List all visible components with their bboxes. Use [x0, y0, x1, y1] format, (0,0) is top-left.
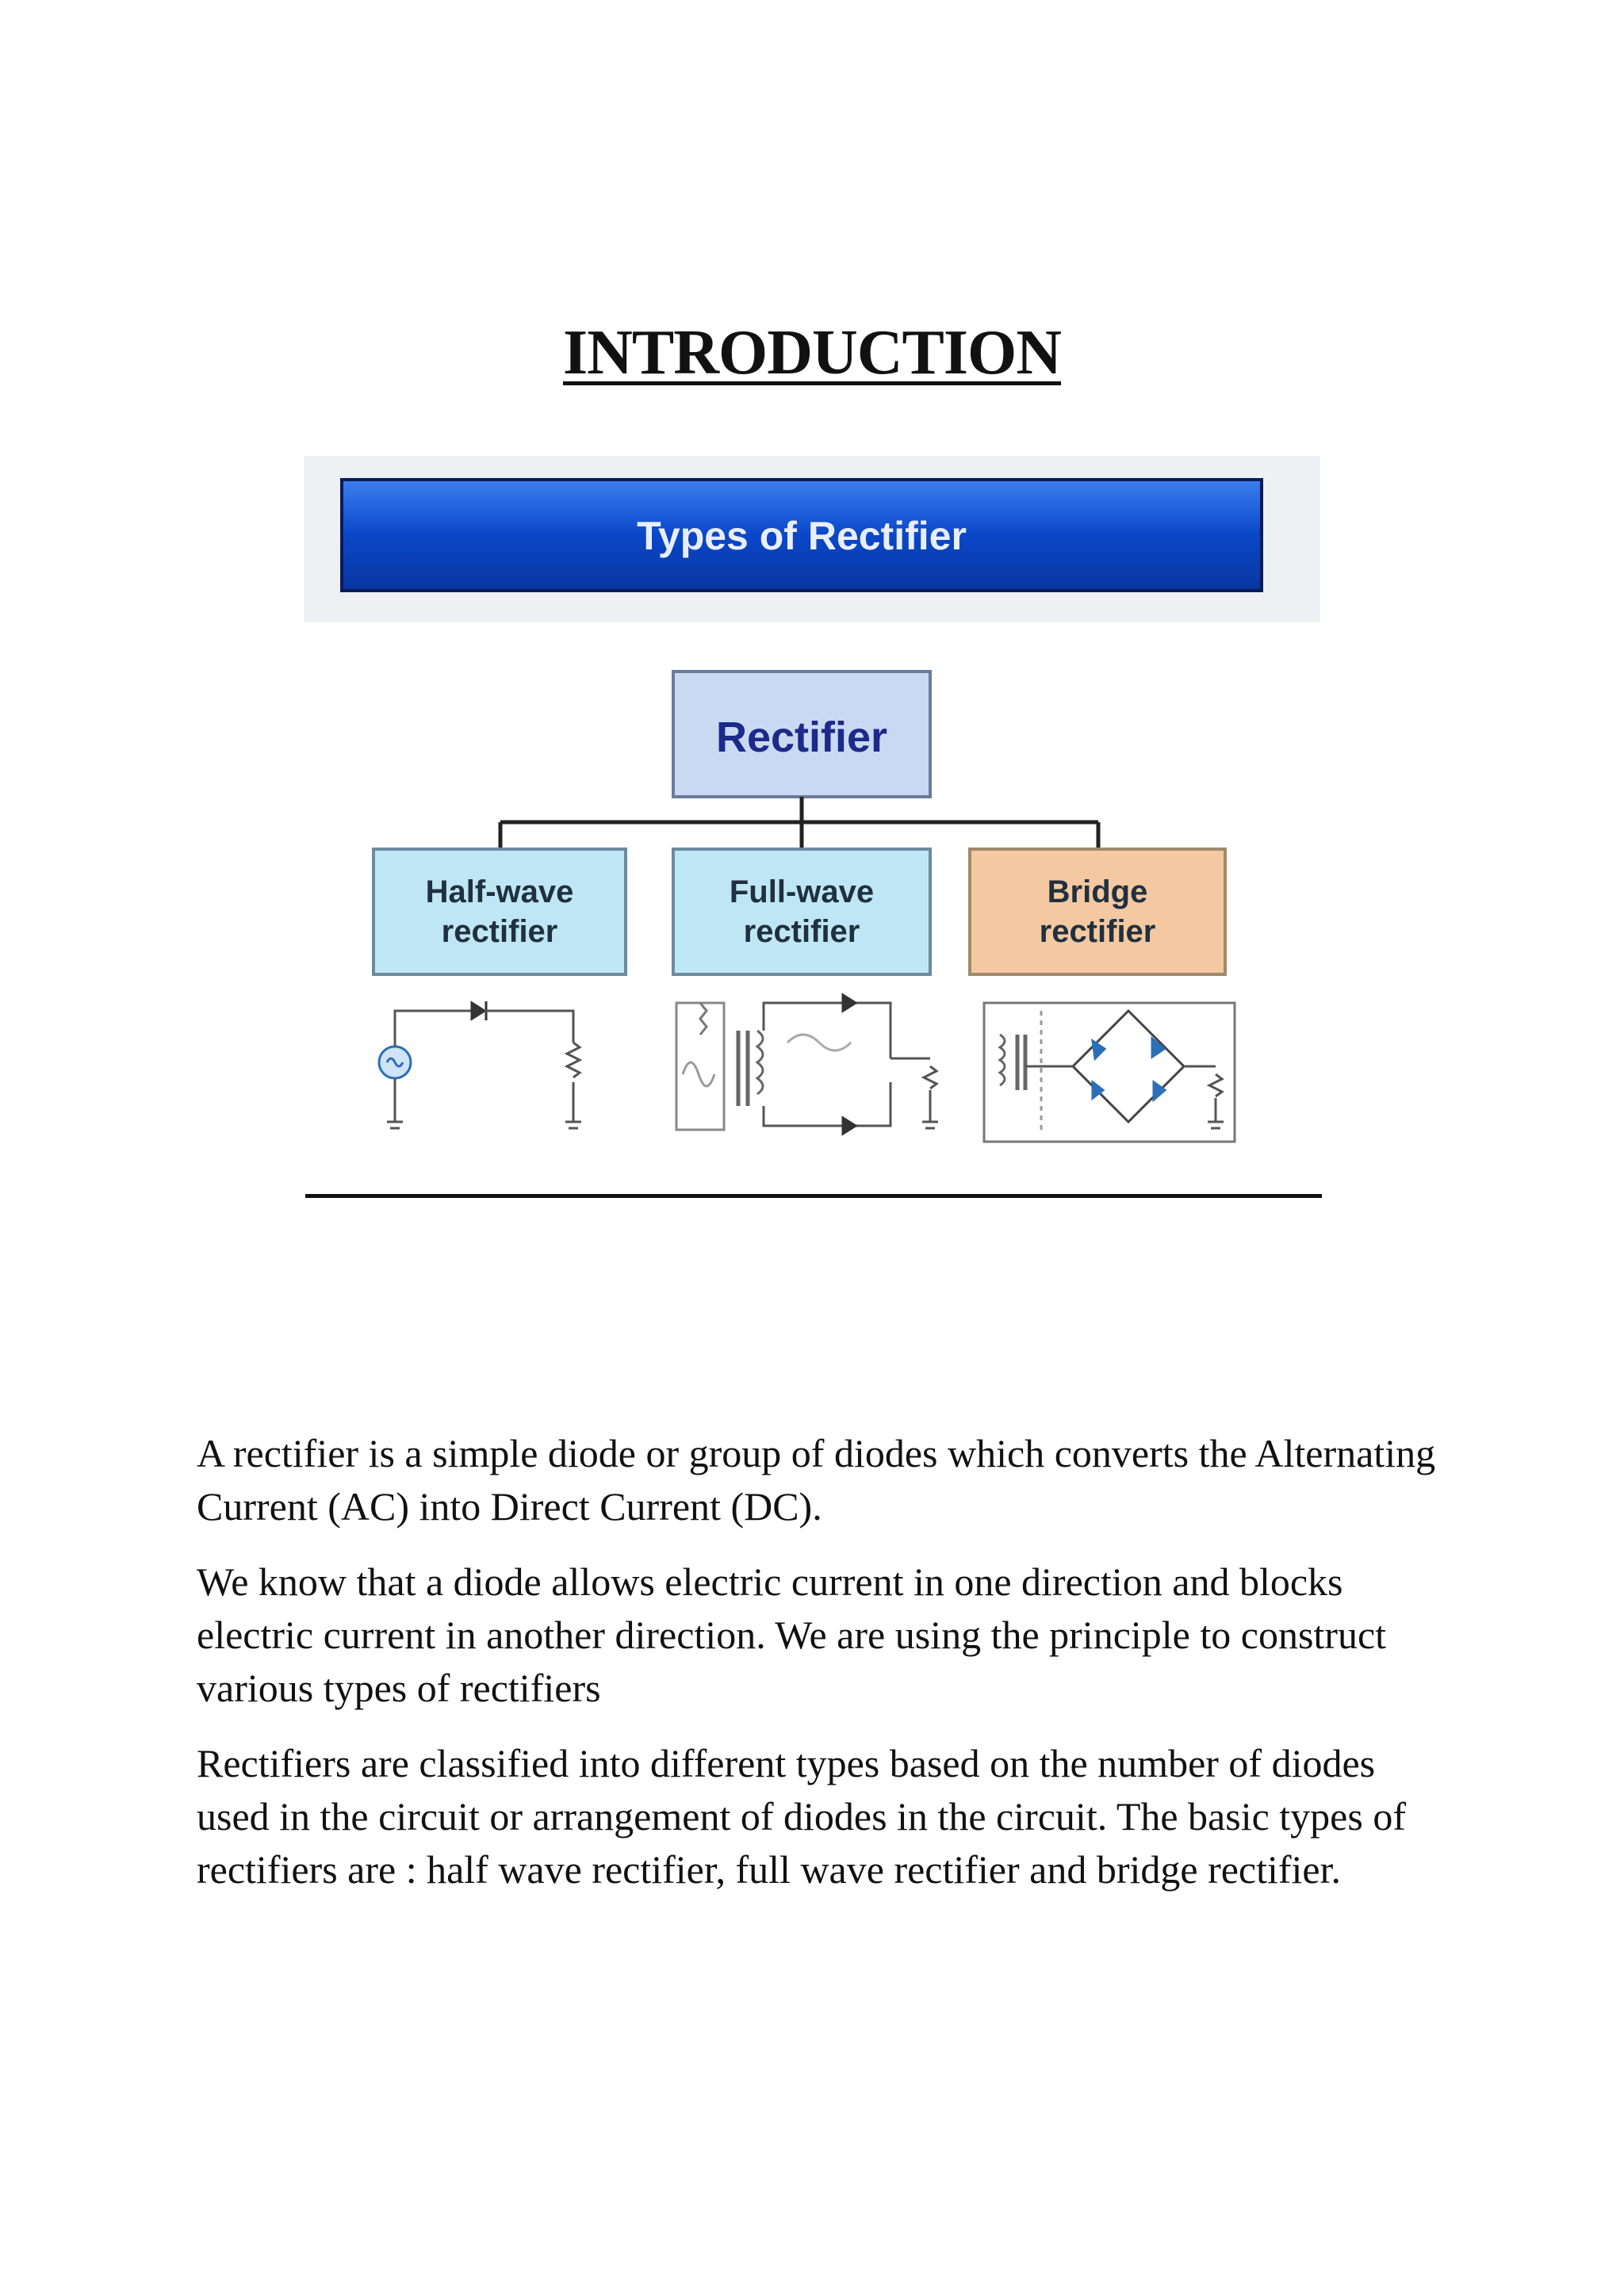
half-wave-circuit: [379, 1001, 581, 1128]
header-title: Types of Rectifier: [637, 514, 967, 558]
full-wave-node: [673, 849, 930, 974]
bridge-label-line2: rectifier: [1039, 914, 1156, 949]
rectifier-types-figure: [304, 456, 1320, 1161]
half-wave-label-line2: rectifier: [441, 914, 558, 949]
full-wave-label-line1: Full-wave: [729, 874, 875, 909]
page-title: INTRODUCTION: [562, 318, 1062, 388]
paragraph-definition: A rectifier is a simple diode or group of diodes which converts the Alternating Current (AC) into Direct Current (DC).: [197, 1431, 1436, 1529]
half-wave-label-line1: Half-wave: [425, 874, 574, 909]
bridge-circuit: [984, 1003, 1235, 1142]
half-wave-node: [373, 849, 626, 974]
bridge-node: [970, 849, 1225, 974]
paragraph-principle: We know that a diode allows electric current in one direction and blocks electric current in another direction. We are using the principle to construct various types of rectifiers: [197, 1559, 1387, 1710]
paragraph-classification: Rectifiers are classified into different types based on the number of diodes used in the circuit or arrangement of diodes in the circuit. The basic types of rectifiers are : half wave rectifier, full wave rectifier and bridge rectifier.: [197, 1741, 1406, 1892]
bridge-label-line1: Bridge: [1047, 874, 1148, 909]
body-text: [197, 1427, 1450, 1919]
figure-divider: [305, 1194, 1322, 1198]
full-wave-circuit: [676, 995, 938, 1134]
full-wave-label-line2: rectifier: [743, 914, 860, 949]
rectifier-diagram: [304, 456, 1320, 1161]
root-node-label: Rectifier: [715, 714, 888, 761]
tree-connectors: [500, 797, 1098, 849]
